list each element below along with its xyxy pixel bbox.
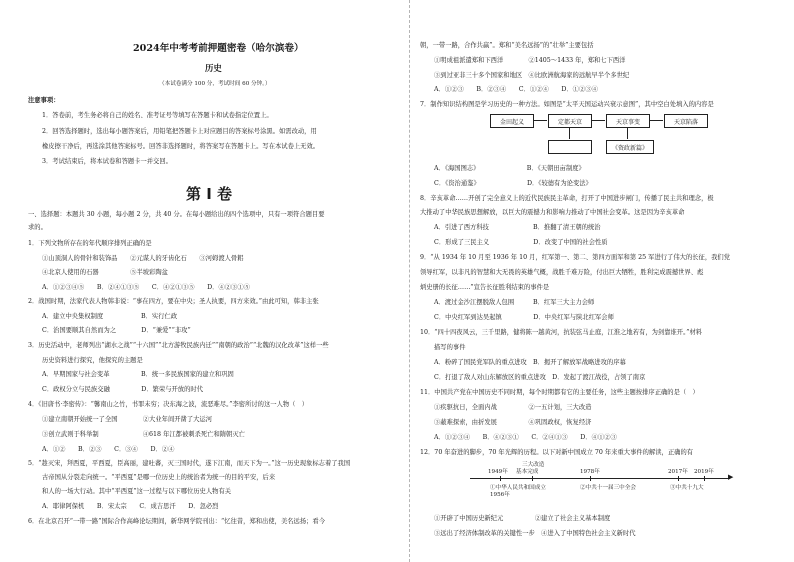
question-options: A．《海国图志》 B．《天朝田亩制度》: [434, 165, 585, 172]
timeline-year: 1978年: [580, 469, 600, 475]
question-8: 8．辛亥革命……开创了完全意义上的近代民族民主革命，打开了中国进步闸门，传播了民主共和理念，极: [420, 195, 714, 202]
section-instruction: 一、选择题：本题共 30 小题，每小题 2 分，共 40 分。在每小题给出的四个选项中，只有一项符合题目要: [28, 211, 325, 218]
question-7: 7．制作知识结构图是学习历史的一种方法。如图是“太平天国运动兴衰示意图”，其中空白处填入的内容是: [420, 101, 714, 108]
timeline-year: 2017年: [668, 469, 688, 475]
timeline-tick: [590, 476, 591, 481]
question-options: C．形成了三民主义 D．改变了中国的社会性质: [434, 239, 608, 246]
question-options: A．①②③④ B．④②③① C．②④①③ D．④①②③: [434, 434, 617, 441]
question-1: 1．下列文物所存在的年代顺序排列正确的是: [28, 240, 152, 247]
question-options: C．打退了敌人对山东解放区的重点进攻 D．发起了渡江战役，占领了南京: [434, 374, 646, 381]
diagram-box-label: 《资政新篇》: [611, 145, 648, 152]
diagram-box: [606, 114, 650, 128]
question-line: ①疾驱抗日，全面内战 ②一五计划，三大改造: [434, 404, 592, 411]
section-instruction-cont: 求的。: [28, 224, 47, 231]
subject-title: 历史: [205, 63, 222, 73]
timeline-tick: [678, 476, 679, 481]
timeline-top-label: 三大改造: [522, 462, 545, 468]
question-line: ④北京人使用的石器 ⑤半坡彩陶盆: [42, 269, 168, 276]
question-line: ③到过亚非三十多个国家和地区 ④比欧洲航海家的远航早半个多世纪: [434, 72, 630, 79]
notes-heading: 注意事项：: [28, 97, 60, 104]
question-line: ①山顶洞人的骨针和装饰品 ②元谋人的牙齿化石 ③河姆渡人骨耜: [42, 255, 244, 262]
timeline-event: ①中华人民共和国成立: [490, 485, 546, 491]
question-line: 古帝国从分裂走向统一。“平西夏”是哪一位历史上的统治者为统一的目的平安，后来: [42, 474, 276, 481]
question-10: 10．“四十四夜风云，三千里路，健将陈一越黄河，抗装弦马止庭，江淮之地若有，为剑靠谁开。”材料: [420, 329, 703, 336]
diagram-box: [606, 140, 654, 154]
timeline-year: 1956年: [490, 492, 510, 498]
question-options: A．①② B．②③ C．③④ D．②④: [42, 446, 175, 453]
diagram-blank-box: [548, 140, 592, 154]
diagram-arrow: [649, 120, 663, 121]
diagram-box-label: 天京陷落: [673, 119, 698, 126]
timeline-diagram: [470, 461, 770, 511]
question-options: A．引进了西方科技 B．推翻了清王朝的统治: [434, 224, 601, 231]
question-12: 12．70 年奋进的脚步，70 年光辉的历程。以下对新中国成立 70 年来重大事件的解读，正确的有: [420, 449, 694, 456]
timeline-axis: [470, 478, 730, 479]
question-options: A．耶律阿保机 B．宋太宗 C．成吉思汗 D．忽必烈: [42, 503, 219, 510]
section-title: 第 I 卷: [186, 185, 233, 203]
question-line: 朝，一带一路，合作共赢”。郑和“美名远扬”的“壮举”主要包括: [420, 42, 594, 49]
timeline-tick: [500, 476, 501, 481]
note-3: 3．考试结束后，将本试卷和答题卡一并交回。: [42, 158, 172, 165]
question-options: A．渡过金沙江摆脱敌人包围 B．红军三大主力会师: [434, 299, 595, 306]
question-line: 大推动了中华民族思想解放，以巨大的震撼力和影响力推动了中国社会变革。这是因为辛亥革命: [420, 209, 685, 216]
diagram-connector: [569, 127, 570, 139]
question-options: C．政权分立与民族交融 D．繁荣与开放的时代: [42, 386, 203, 393]
question-5: 5．“趁灭宋，拜西夏，平西夏，臣高丽，建吐蕃，灭三国时代，遂下江南，而天下为一。”这一历史现象标志着了我国: [28, 460, 351, 467]
taiping-diagram: [490, 112, 770, 160]
question-options: C．中央红军到达吴起镇 D．中央红军与陕北红军会师: [434, 314, 614, 321]
question-options: C．治国要顺其自然而为之 D．“兼爱”“非攻”: [42, 327, 191, 334]
diagram-connector: [627, 127, 628, 139]
diagram-box-label: 金田起义: [499, 119, 524, 126]
question-line: 和人的一场大行动。其中“平西夏”这一过程与以下哪位历史人物有关: [42, 488, 232, 495]
question-2: 2．战国时期，法家代表人物韩非说：“事在四方，要在中央；圣人执要，四方来效。”由此可知，韩非主张: [28, 298, 319, 305]
question-options: A．①②③ B．②③④ C．①②④ D．①②③④: [434, 86, 598, 93]
question-line: 领导红军，以非凡的智慧和大无畏的英雄气概，战胜千难万险，付出巨大牺牲，胜利完成震撼世界、彪: [420, 269, 704, 276]
question-3: 3．历史活动中，老师列出“湖水之战”“十六国”“北方游牧民族内迁”“南朝的政治”“北魏的汉化改革”这样一些: [28, 342, 329, 349]
diagram-box: [548, 114, 592, 128]
question-line: ①建立南朝开始统一了全国 ②大业年间开凿了大运河: [42, 416, 213, 423]
diagram-box-label: 定都天京: [557, 119, 582, 126]
question-line: ③创立武则于科举制 ④618 年江都被刺杀死亡和隋朝灭亡: [42, 431, 245, 438]
exam-info: （本试卷满分 100 分，考试时间 60 分钟。）: [159, 81, 271, 87]
timeline-event: ②中共十一届三中全会: [580, 485, 636, 491]
note-2: 2．回答选择题时，选出每小题答案后，用铅笔把答题卡上对应题目的答案标号涂黑。如需改动，用: [42, 128, 317, 135]
question-options: A．建立中央集权制度 B．实行仁政: [42, 313, 178, 320]
diagram-box: [664, 114, 708, 128]
question-line: ①明成祖派遣郑和下西洋 ②1405～1433 年，郑和七下西洋: [434, 57, 626, 64]
note-2-cont: 橡皮擦干净后，再选涂其他答案标号。回答非选择题时，将答案写在答题卡上。写在本试卷上无效。: [42, 143, 320, 150]
question-4: 4．《旧唐书·李密传》：“馨南山之竹，书罪未穷；决东海之波，流恶难尽。”李密所讨的这一人物（ ）: [28, 401, 309, 408]
question-options: A．早期国家与社会变革 B．统一多民族国家的建立和巩固: [42, 371, 234, 378]
column-divider: [409, 0, 410, 562]
timeline-year: 1949年: [488, 469, 508, 475]
diagram-box: [490, 114, 534, 128]
question-6: 6．在北京召开“一带一路”国际合作高峰论坛期间，新华网学院刊出：“忆往昔，郑和出使，美名远扬；看今: [28, 518, 326, 525]
diagram-box-label: 天京事变: [615, 119, 640, 126]
question-line: 描写的事件: [434, 344, 466, 351]
timeline-year: 2019年: [694, 469, 714, 475]
timeline-tick: [532, 476, 533, 481]
timeline-tick: [704, 476, 705, 481]
question-line: 炳史册的长征……”宣告长征胜利结束的事件是: [420, 284, 550, 291]
question-9: 9．“从 1934 年 10 月至 1936 年 10 月，红军第一、第二、第四方面军和第 25 军进行了伟大的长征，我们党: [420, 254, 731, 261]
question-options: A．粉碎了国民党军队的重点进攻 B．揭开了解放军战略进攻的序幕: [434, 359, 626, 366]
question-line: 历史资料进行探究，他探究的主题是: [42, 357, 143, 364]
diagram-arrow: [591, 120, 605, 121]
note-1: 1．答卷前，考生务必将自己的姓名、准考证号等填写在答题卡和试卷指定位置上。: [42, 112, 273, 119]
timeline-top-sublabel: 基本完成: [516, 469, 539, 475]
question-options: A．①②③④⑤ B．②④①③⑤ C．④②①③⑤ D．④②③①⑤: [42, 284, 250, 291]
question-line: ①开辟了中国历史新纪元 ②建立了社会主义基本制度: [434, 515, 611, 522]
question-line: ③蔽难探索，由折发展 ④巩固政权，恢复经济: [434, 419, 592, 426]
question-options: C．《资治通鉴》 D．《较德有为论变法》: [434, 180, 592, 187]
diagram-arrow: [533, 120, 547, 121]
question-line: ③远出了经济体制改革的关键性一步 ④进入了中国特色社会主义新时代: [434, 530, 636, 537]
exam-title: 2024年中考考前押题密卷（哈尔滨卷）: [133, 43, 304, 54]
timeline-arrow-icon: ▶: [728, 473, 734, 481]
timeline-event: ③中共十九大: [670, 485, 704, 491]
question-11: 11．中国共产党在中国历史不同时期，每个时期都有它的主要任务，这些主题按排序正确的是（ ）: [420, 389, 699, 396]
